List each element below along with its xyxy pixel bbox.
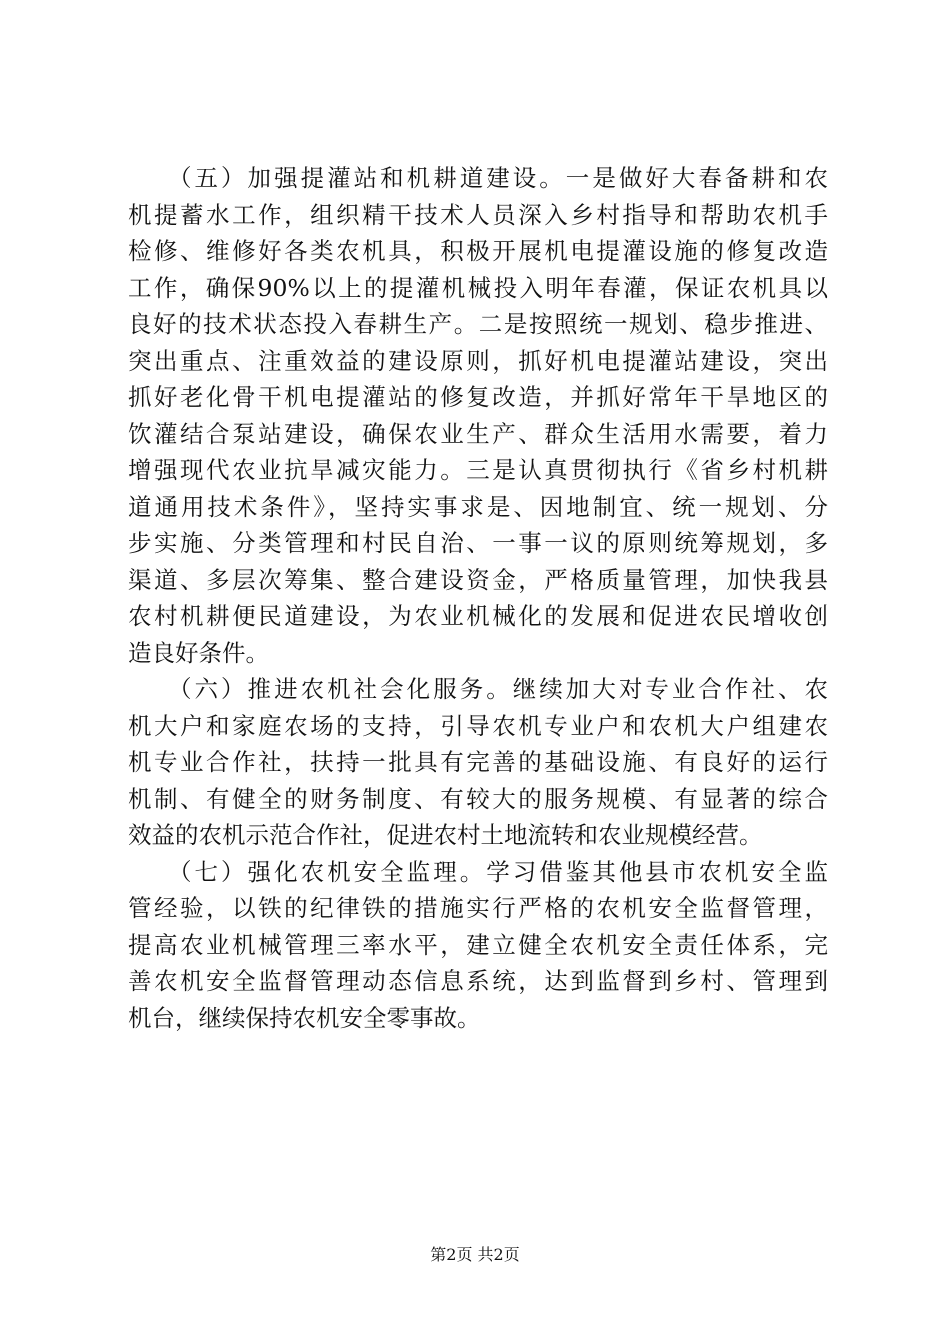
text-line: （五）加强提灌站和机耕道建设。一是做好大春备耕和农: [168, 164, 828, 192]
text-line: 饮灌结合泵站建设，确保农业生产、群众生活用水需要，着力: [128, 419, 828, 448]
text-line: 增强现代农业抗旱减灾能力。三是认真贯彻执行《省乡村机耕: [128, 456, 828, 484]
text-line: 步实施、分类管理和村民自治、一事一议的原则统筹规划，多: [128, 529, 828, 557]
text-line: 机专业合作社，扶持一批具有完善的基础设施、有良好的运行: [128, 748, 828, 776]
text-line: 管经验，以铁的纪律铁的措施实行严格的农机安全监督管理，: [128, 894, 828, 922]
text-line: 检修、维修好各类农机具，积极开展机电提灌设施的修复改造: [128, 237, 828, 265]
text-line: 突出重点、注重效益的建设原则，抓好机电提灌站建设，突出: [128, 346, 828, 375]
paragraph-seven: [128, 854, 828, 1037]
text-line: 农村机耕便民道建设，为农业机械化的发展和促进农民增收创: [128, 602, 828, 630]
text-line: 提高农业机械管理三率水平，建立健全农机安全责任体系，完: [128, 930, 828, 959]
text-line: 良好的技术状态投入春耕生产。二是按照统一规划、稳步推进、: [128, 310, 828, 338]
text-line: 道通用技术条件》，坚持实事求是、因地制宜、统一规划、分: [128, 492, 828, 521]
text-line: 机大户和家庭农场的支持，引导农机专业户和农机大户组建农: [128, 711, 828, 740]
text-line: 机台，继续保持农机安全零事故。: [128, 1003, 481, 1032]
text-line: （六）推进农机社会化服务。继续加大对专业合作社、农: [168, 675, 828, 703]
paragraph-five: [128, 160, 828, 671]
text-line: 机制、有健全的财务制度、有较大的服务规模、有显著的综合: [128, 784, 828, 813]
text-line: （七）强化农机安全监理。学习借鉴其他县市农机安全监: [168, 857, 828, 886]
text-line: 造良好条件。: [128, 638, 269, 667]
document-body: [128, 160, 828, 1036]
text-line: 渠道、多层次筹集、整合建设资金，严格质量管理，加快我县: [128, 565, 828, 594]
page-footer: [0, 1245, 950, 1265]
text-line: 善农机安全监督管理动态信息系统，达到监督到乡村、管理到: [128, 967, 828, 995]
paragraph-six: [128, 671, 828, 854]
page-number: 第2页 共2页: [430, 1245, 520, 1264]
text-line: 工作，确保90%以上的提灌机械投入明年春灌，保证农机具以: [128, 273, 828, 302]
text-line: 效益的农机示范合作社，促进农村土地流转和农业规模经营。: [128, 821, 763, 849]
text-line: 抓好老化骨干机电提灌站的修复改造，并抓好常年干旱地区的: [128, 383, 828, 411]
text-line: 机提蓄水工作，组织精干技术人员深入乡村指导和帮助农机手: [128, 200, 828, 229]
